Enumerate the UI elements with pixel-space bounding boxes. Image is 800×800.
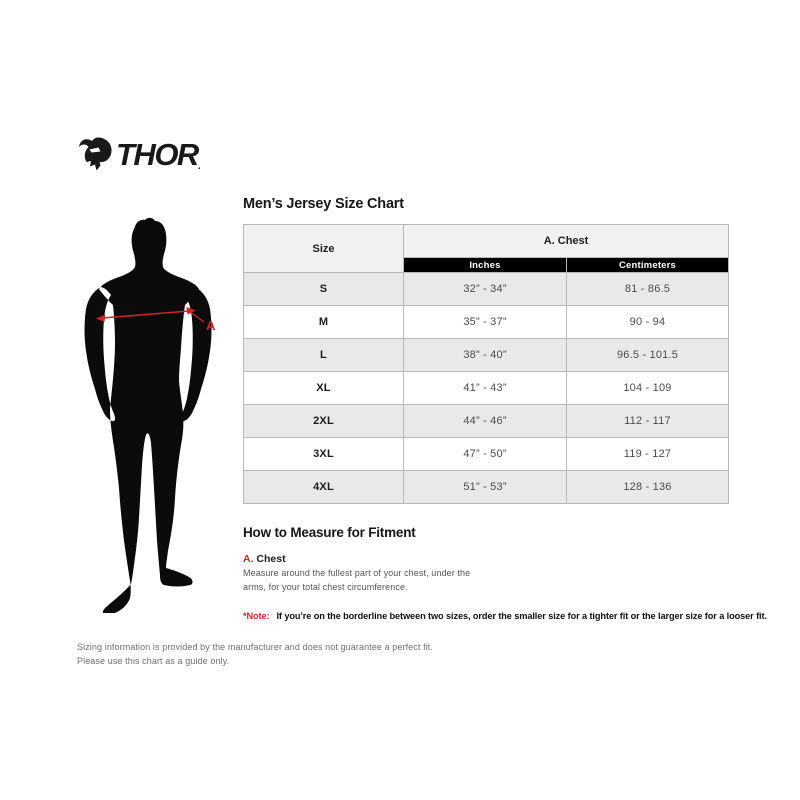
centimeters-value: 96.5 - 101.5 (567, 339, 729, 372)
inches-column-header: Inches (404, 258, 567, 273)
size-value: XL (244, 372, 404, 405)
size-value: 4XL (244, 471, 404, 504)
table-row (244, 438, 729, 471)
size-table (243, 224, 729, 504)
inches-value: 41” - 43” (404, 372, 567, 405)
centimeters-value: 104 - 109 (567, 372, 729, 405)
centimeters-value: 90 - 94 (567, 306, 729, 339)
disclaimer-line-2: Please use this chart as a guide only. (77, 655, 230, 666)
body-silhouette (65, 213, 230, 613)
size-table-body (244, 273, 729, 504)
measure-label-letter: A. (243, 553, 254, 565)
measure-label-a: A (206, 318, 216, 333)
how-to-measure-heading: How to Measure for Fitment (243, 525, 416, 540)
inches-value: 35” - 37” (404, 306, 567, 339)
centimeters-value: 112 - 117 (567, 405, 729, 438)
disclaimer-line-1: Sizing information is provided by the manufacturer and does not guarantee a perfect fit. (77, 642, 434, 652)
table-row (244, 339, 729, 372)
size-value: L (244, 339, 404, 372)
centimeters-column-header: Centimeters (567, 258, 729, 273)
measure-label (243, 553, 493, 565)
size-value: S (244, 273, 404, 306)
inches-value: 38” - 40” (404, 339, 567, 372)
thor-logo (78, 134, 201, 176)
note-label: *Note: (243, 611, 270, 621)
thor-helmet-icon (78, 135, 114, 175)
measurement-figure (65, 213, 230, 613)
table-row (244, 273, 729, 306)
inches-value: 32” - 34” (404, 273, 567, 306)
chest-measure-instructions (243, 553, 493, 594)
note-text: If you’re on the borderline between two sizes, order the smaller size for a tighter fit or the larger size for a looser fit. (276, 611, 767, 621)
inches-value: 51” - 53” (404, 471, 567, 504)
table-row (244, 372, 729, 405)
inches-value: 47” - 50” (404, 438, 567, 471)
centimeters-value: 81 - 86.5 (567, 273, 729, 306)
measure-label-name: Chest (256, 553, 286, 565)
size-value: M (244, 306, 404, 339)
size-value: 3XL (244, 438, 404, 471)
size-value: 2XL (244, 405, 404, 438)
inches-value: 44” - 46” (404, 405, 567, 438)
size-column-header: Size (244, 225, 404, 273)
measure-description: Measure around the fullest part of your chest, under the arms, for your total chest circumference. (243, 568, 471, 592)
table-row (244, 405, 729, 438)
centimeters-value: 128 - 136 (567, 471, 729, 504)
logo-text: THOR (116, 137, 198, 172)
centimeters-value: 119 - 127 (567, 438, 729, 471)
table-row (244, 306, 729, 339)
chest-group-header: A. Chest (404, 225, 729, 258)
size-chart-title: Men’s Jersey Size Chart (243, 196, 404, 212)
sizing-note (243, 611, 767, 621)
table-row (244, 471, 729, 504)
logo-trademark-dot: . (197, 161, 201, 172)
manufacturer-disclaimer (77, 641, 433, 669)
